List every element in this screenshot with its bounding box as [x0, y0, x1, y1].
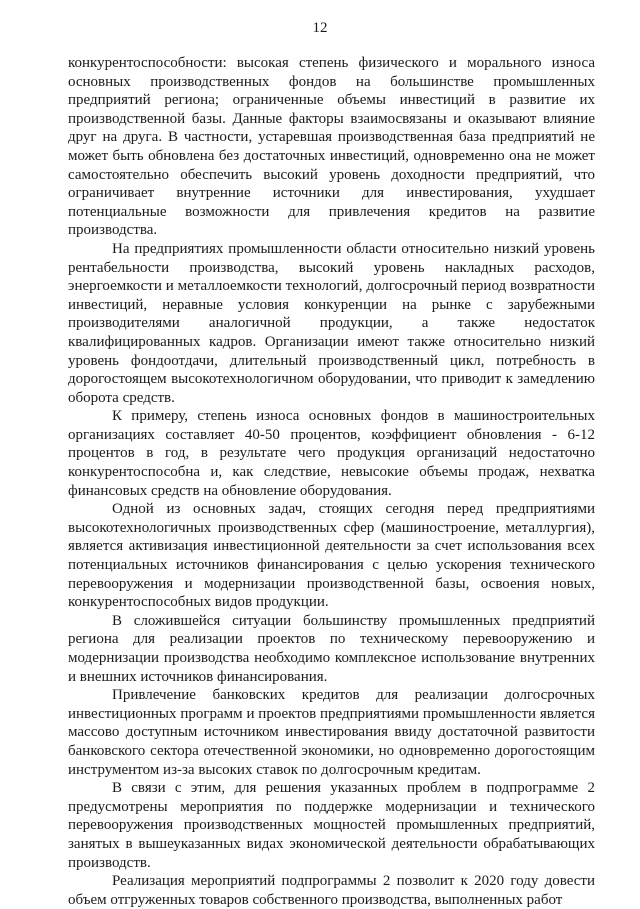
paragraph: В сложившейся ситуации большинству промышленных предприятий региона для реализации проектов по техническому перевооружению и модернизации производства необходимо комплексное использование внутренних и внешних источников финансирования. — [68, 612, 595, 685]
paragraph-truncated: Реализация мероприятий подпрограммы 2 позволит к 2020 году довести объем отгруженных товаров собственного производства, выполненных работ — [68, 873, 595, 908]
paragraph: На предприятиях промышленности области относительно низкий уровень рентабельности производства, высокий уровень накладных расходов, энергоемкости и металлоемкости технологий, долгосрочный период возвратности инвестиций, неравные условия конкуренции на рынке с зарубежными производителями аналогичной продукции, а также недостаток квалифицированных кадров. Организации имеют также относительно низкий уровень фондоотдачи, длительный производственный цикл, потребность в дорогостоящем высокотехнологичном оборудовании, что приводит к замедлению оборота средств. — [68, 240, 595, 406]
paragraph: К примеру, степень износа основных фондов в машиностроительных организациях составляет 40-50 процентов, коэффициент обновления - 6-12 процентов в год, в результате чего продукция организаций недостаточно конкурентоспособна и, как следствие, невысокие объемы продаж, нехватка финансовых средств на обновление оборудования. — [68, 408, 595, 499]
paragraph: Одной из основных задач, стоящих сегодня перед предприятиями высокотехнологичных производственных сфер (машиностроение, металлургия), является активизация инвестиционной деятельности за счет использования всех потенциальных источников финансирования с целью ускорения технического перевооружения и модернизации производственной базы, освоения новых, конкурентоспособных видов продукции. — [68, 501, 595, 611]
paragraph: Привлечение банковских кредитов для реализации долгосрочных инвестиционных программ и проектов предприятиями промышленности является массово доступным источником инвестирования ввиду достаточной развитости банковского сектора отечественной экономики, но одновременно дорогостоящим инструментом из-за высоких ставок по долгосрочным кредитам. — [68, 687, 595, 778]
paragraph-continuation: конкурентоспособности: высокая степень физического и морального износа основных производственных фондов на большинстве промышленных предприятий региона; ограниченные объемы инвестиций в развитие их производственной базы. Данные факторы взаимосвязаны и оказывают влияние друг на друга. В частности, устаревшая производственная база предприятий не может быть обновлена без достаточных инвестиций, одновременно она не может самостоятельно обеспечить высокий уровень доходности предприятий, что ограничивает внутренние источники для инвестирования, ухудшает потенциальные возможности для привлечения кредитов на развитие производства. — [68, 55, 595, 239]
paragraph: В связи с этим, для решения указанных проблем в подпрограмме 2 предусмотрены мероприятия по поддержке модернизации и технического перевооружения производственных мощностей промышленных предприятий, занятых в вышеуказанных видах экономической деятельности обрабатывающих производств. — [68, 780, 595, 871]
page-number: 12 — [312, 20, 328, 36]
document-body — [68, 54, 595, 909]
